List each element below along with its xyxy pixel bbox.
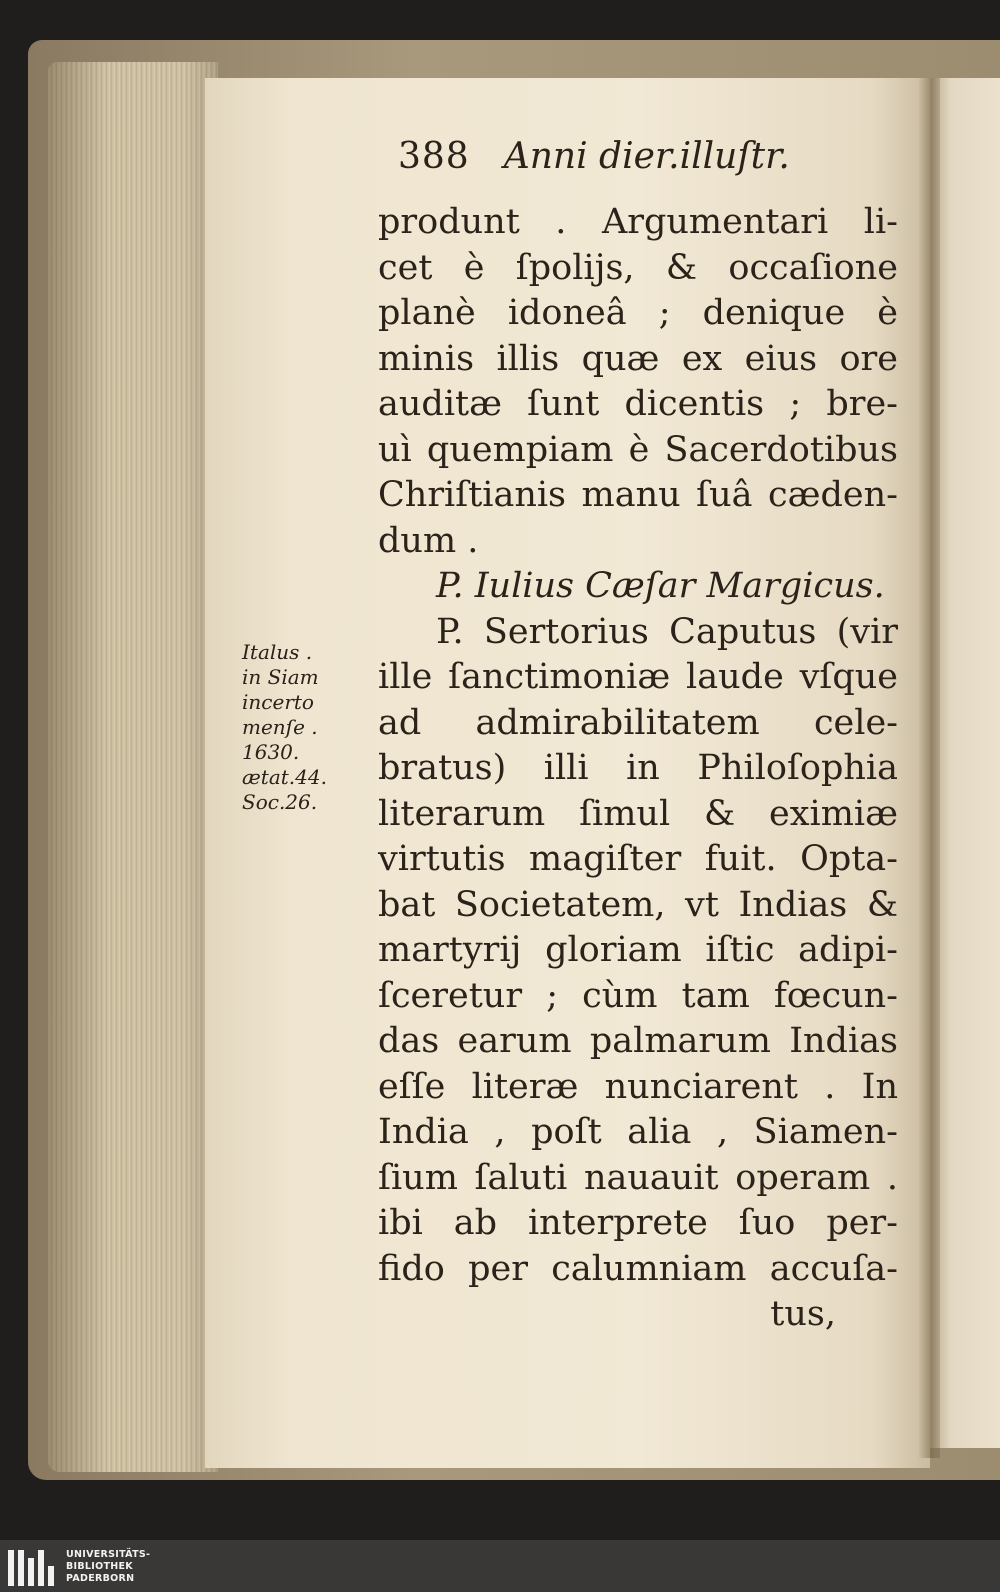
page-number: 388 [398, 136, 470, 177]
body-text [378, 200, 898, 1338]
text-line: produnt . Argumentari li- [378, 202, 898, 242]
margin-note-line: menſe . [242, 715, 318, 739]
running-header [398, 136, 818, 186]
text-line: ſceretur ; cùm tam fœcun- [378, 975, 898, 1016]
text-line: ibi ab interprete ſuo per- [378, 1203, 898, 1243]
library-logo[interactable] [8, 1548, 168, 1588]
margin-note-line: incerto [242, 690, 314, 714]
text-line: virtutis magiſter fuit. Opta- [378, 839, 898, 879]
logo-line-2: BIBLIOTHEK [66, 1561, 133, 1572]
margin-note-line: Italus . [242, 640, 313, 664]
running-head-title: Anni dier.illuſtr. [503, 136, 790, 177]
text-line: eſſe literæ nunciarent . In [378, 1066, 898, 1107]
text-line: dum . [378, 520, 479, 561]
text-line: auditæ ſunt dicentis ; bre- [378, 384, 898, 424]
text-line: uì quempiam è Sacerdotibus [378, 429, 898, 470]
text-line: Chriſtianis manu ſuâ cæden- [378, 475, 898, 515]
catchword: tus, [770, 1294, 836, 1334]
margin-note-line: 1630. [242, 740, 300, 764]
text-line: ſium ſaluti nauauit operam . [378, 1157, 898, 1198]
text-line: cet è ſpolijs, & occaſione [378, 247, 898, 288]
logo-line-3: PADERBORN [66, 1573, 135, 1584]
text-line: India , poſt alia , Siamen- [378, 1112, 898, 1152]
text-line: planè idoneâ ; denique è [378, 293, 898, 333]
text-line: literarum ſimul & eximiæ [378, 793, 898, 834]
book-gutter [918, 78, 940, 1458]
book-page-right [930, 78, 1000, 1448]
margin-note-line: Soc.26. [242, 790, 318, 814]
margin-note [242, 640, 362, 815]
text-line: fido per calumniam accuſa- [378, 1248, 898, 1289]
library-logo-icon [8, 1548, 60, 1588]
margin-note-line: in Siam [242, 665, 319, 689]
text-line: P. Sertorius Caputus (vir [436, 611, 898, 652]
text-line: minis illis quæ ex eius ore [378, 338, 898, 379]
page-edges-shadow [48, 62, 218, 1472]
text-line: das earum palmarum Indias [378, 1021, 898, 1061]
text-line: P. Iulius Cæſar Margicus. [436, 566, 885, 606]
text-line: ille ſanctimoniæ laude vſque [378, 657, 898, 697]
margin-note-line: ætat.44. [242, 765, 327, 789]
logo-line-1: UNIVERSITÄTS- [66, 1549, 151, 1560]
text-line: bat Societatem, vt Indias & [378, 884, 898, 925]
text-line: martyrij gloriam iſtic adipi- [378, 930, 898, 970]
library-logo-text [66, 1549, 166, 1585]
text-line: ad admirabilitatem cele- [378, 702, 898, 743]
text-line: bratus) illi in Philoſophia [378, 748, 898, 788]
